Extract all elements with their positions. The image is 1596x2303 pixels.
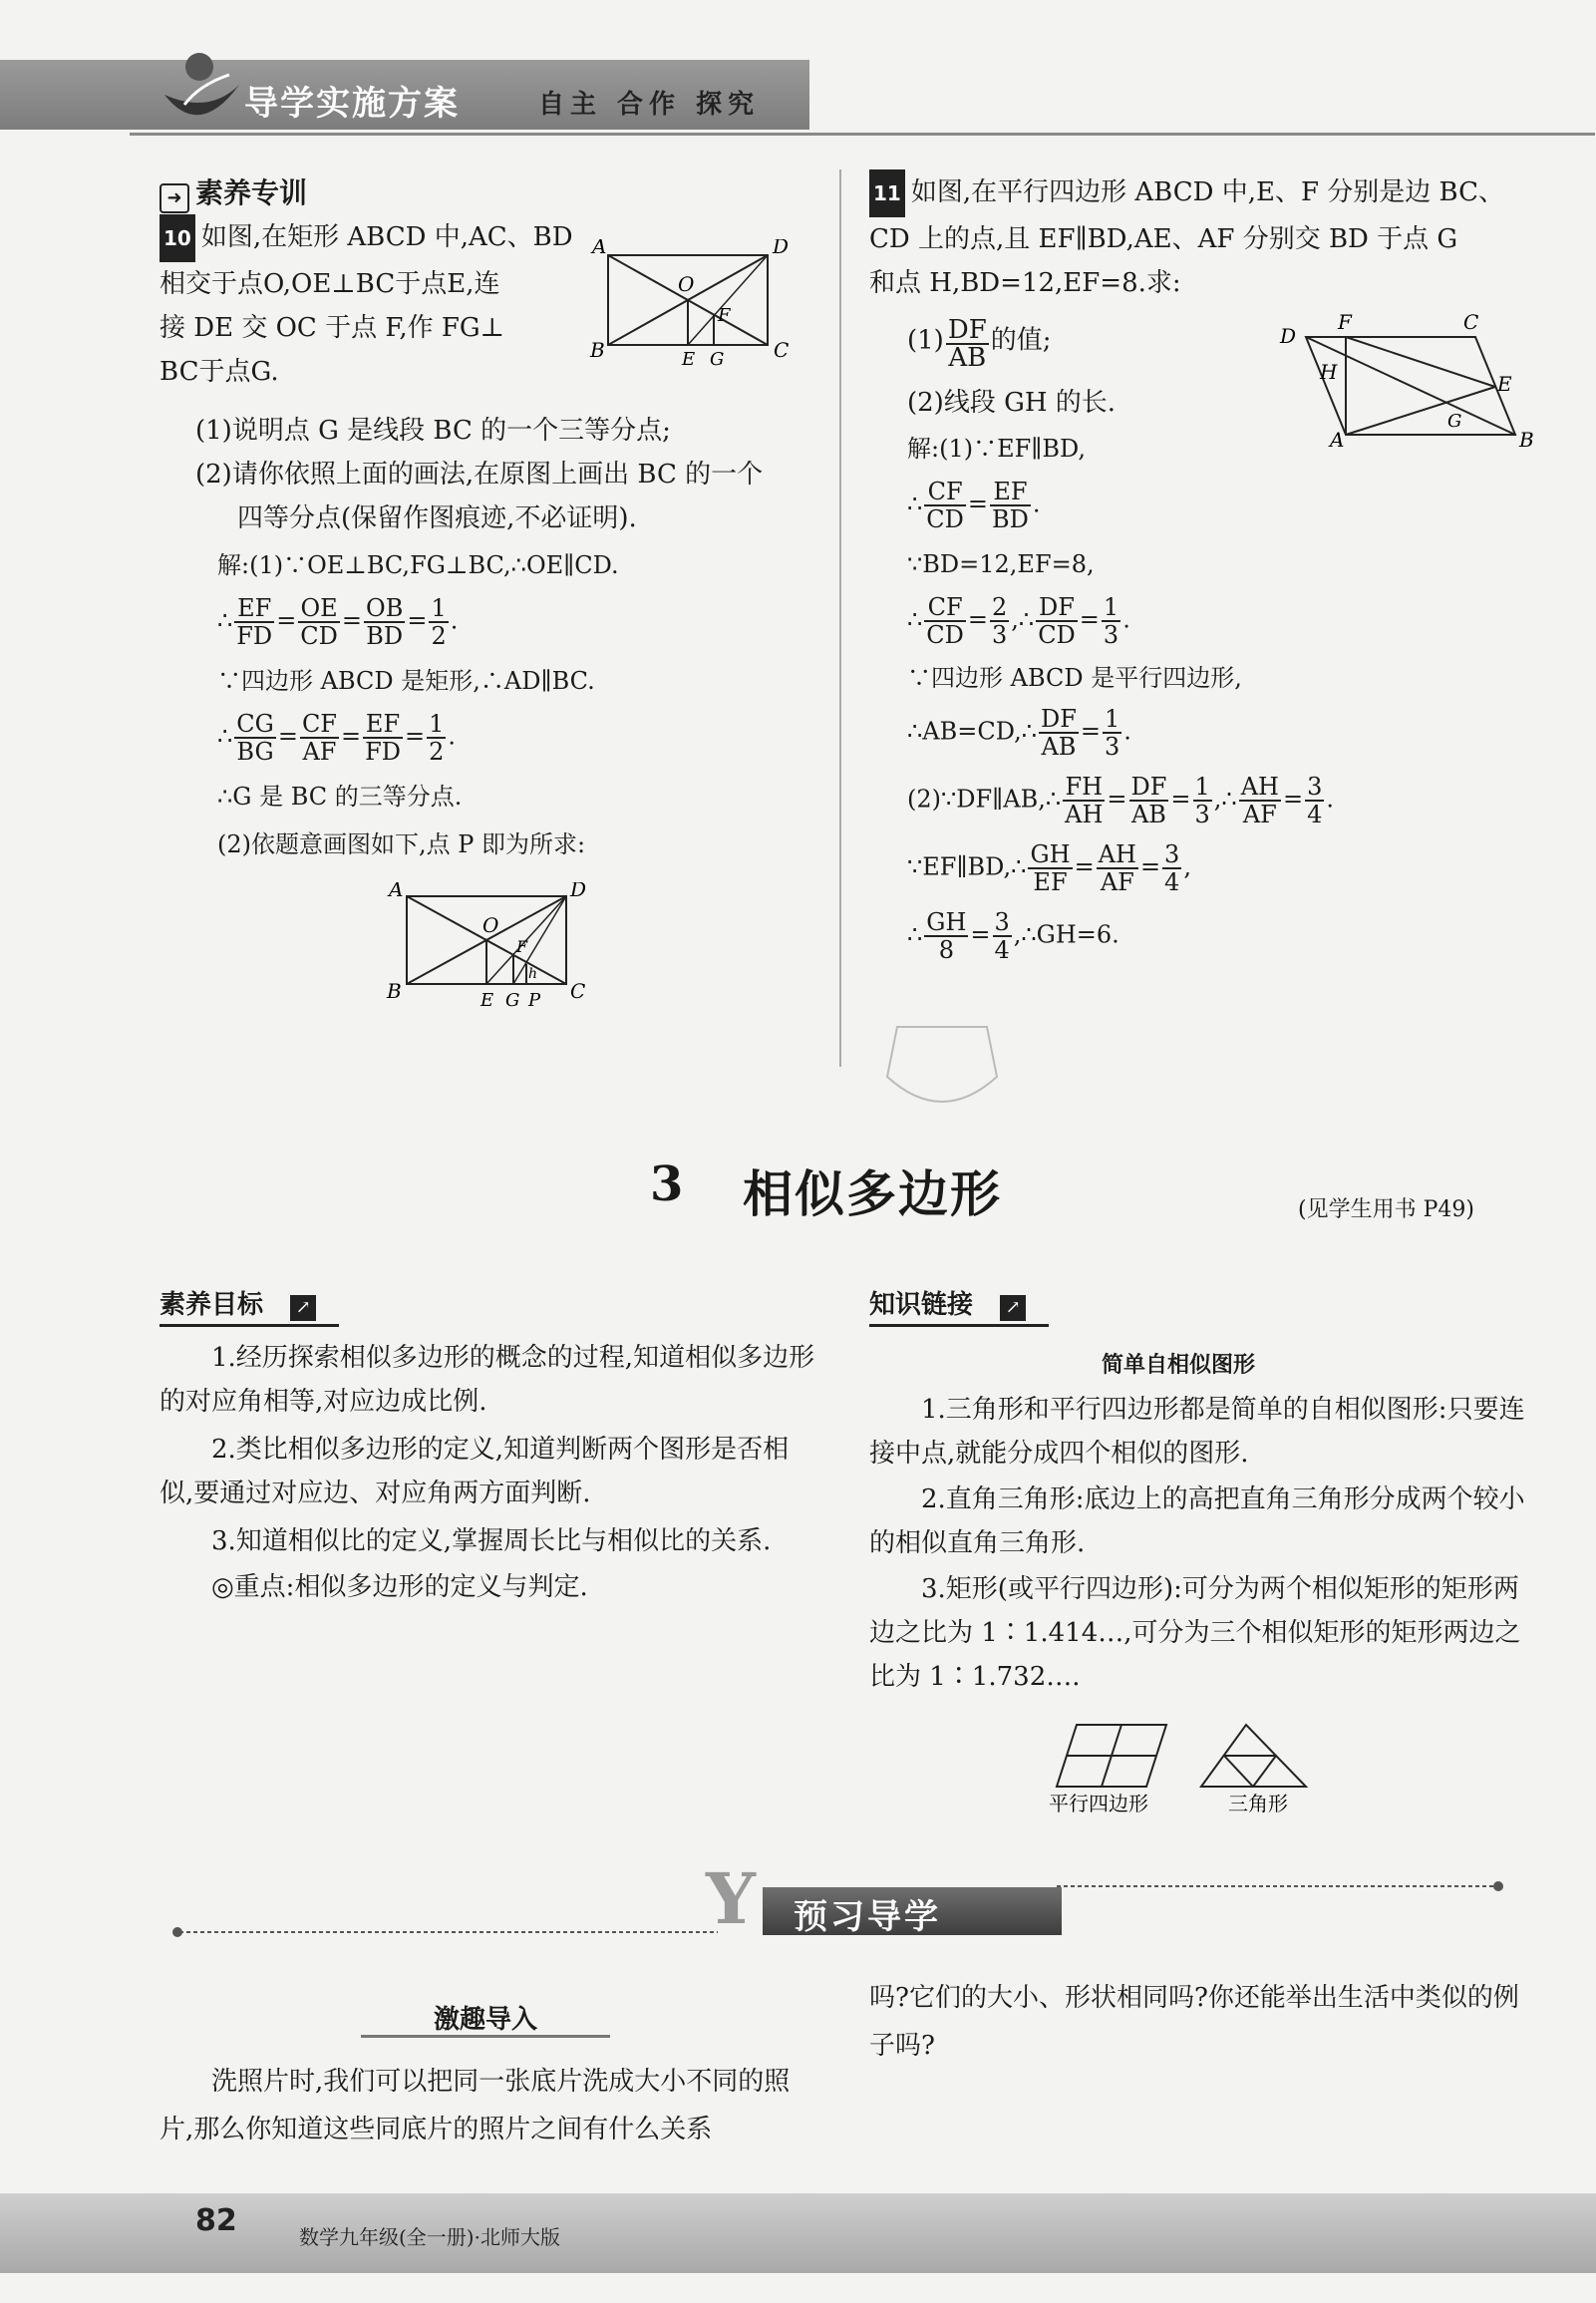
caption-triangle: 三角形 <box>1228 1792 1288 1814</box>
section-reference: (见学生用书 P49) <box>1298 1197 1474 1222</box>
banner-letter-icon: Y <box>706 1857 756 1940</box>
problem11-q2: (2)线段 GH 的长. <box>907 388 1117 418</box>
figure-rectangle-solution <box>379 882 598 1012</box>
problem10-solution: 解:(1)∵OE⊥BC,FG⊥BC,∴OE∥CD. ∴ $\frac{EF}{FD}$ = $\frac{OE}{CD}$ = $\frac{OB}{BD}$ = $\frac{1}{2}$ . ∵四边形 ABCD 是矩形,∴AD∥BC. ∴ $\frac{CG}{BG}$ = $\frac{CF}{AF}$ = $\frac{EF}{FD}$ = $\frac{1}{2}$ . ∴G 是 BC 的三等分点. (2)依题意画图如下,点 P 即为所求: <box>217 551 619 858</box>
figure-rectangle-abcd <box>586 239 796 369</box>
knowledge-item: 2.直角三角形:底边上的高把直角三角形分成两个较小的相似直角三角形. <box>869 1484 1525 1558</box>
knowledge-list <box>869 1388 1527 1699</box>
label-C: C <box>774 338 790 362</box>
label-E: E <box>480 990 494 1011</box>
logo-icon <box>160 45 249 135</box>
problem11-solution: 解:(1)∵EF∥BD, ∴ $\frac{CF}{CD}$ = $\frac{EF}{BD}$ . ∵BD=12,EF=8, ∴ $\frac{CF}{CD}$ = $\frac{2}{3}$ ,∴ $\frac{DF}{CD}$ = $\frac{1}{3}$ . ∵四边形 ABCD 是平行四边形, ∴AB=CD,∴ $\frac{DF}{AB}$ = $\frac{1}{3}$ . (2)∵DF∥AB,∴ $\frac{FH}{AH}$ = $\frac{DF}{AB}$ = $\frac{1}{3}$ ,∴ $\frac{AH}{AF}$ = $\frac{3}{4}$ . ∵EF∥BD,∴ $\frac{GH}{EF}$ = $\frac{AH}{AF}$ = $\frac{3}{4}$ , ∴ $\frac{GH}{8}$ = $\frac{3}{4}$ ,∴GH=6. <box>907 435 1334 964</box>
column-divider <box>839 169 841 1067</box>
intro-label: 激趣导入 <box>361 1999 610 2038</box>
goal-item: 2.类比相似多边形的定义,知道判断两个图形是否相似,要通过对应边、对应角两方面判断. <box>160 1435 790 1508</box>
problem-number: 10 <box>160 214 195 262</box>
label-F: F <box>718 305 731 326</box>
goal-item: 1.经历探索相似多边形的概念的过程,知道相似多边形的对应角相等,对应边成比例. <box>160 1343 815 1417</box>
label-P: P <box>528 990 541 1011</box>
label-D: D <box>570 882 587 901</box>
problem10-statement: 10 如图,在矩形 ABCD 中,AC、BD 相交于点O,OE⊥BC于点E,连 接 DE 交 OC 于点 F,作 FG⊥ BC于点G. <box>160 214 578 394</box>
label-A: A <box>1330 428 1345 449</box>
label-B: B <box>387 979 402 1003</box>
page-number: 82 <box>195 2203 237 2238</box>
stamp-watermark <box>877 1017 1007 1127</box>
label-F: F <box>1338 310 1352 334</box>
preview-banner-title: 预习导学 <box>794 1897 941 1937</box>
arrow-icon: ↗ <box>1000 1295 1026 1321</box>
arrow-icon: ➜ <box>160 183 189 213</box>
label-G: G <box>505 990 520 1011</box>
arrow-icon: ↗ <box>290 1295 316 1321</box>
label-G: G <box>710 349 725 369</box>
section-label-training: ➜ 素养专训 <box>160 171 307 213</box>
label-A: A <box>592 239 607 258</box>
header-tags: 自主 合作 探究 <box>538 90 761 120</box>
header-title: 导学实施方案 <box>244 84 460 124</box>
footer-band <box>0 2193 1596 2273</box>
label-C: C <box>1463 310 1479 334</box>
intro-text-right: 吗?它们的大小、形状相同吗?你还能举出生活中类似的例子吗? <box>869 1983 1519 2061</box>
label-E: E <box>1497 372 1512 396</box>
label-B: B <box>590 338 605 362</box>
label-h: h <box>528 966 538 982</box>
label-B: B <box>1519 428 1534 449</box>
caption-parallelogram: 平行四边形 <box>1049 1792 1148 1814</box>
knowledge-label-box: 知识链接 ↗ <box>869 1284 1049 1327</box>
problem11-q1: (1) $\frac{DF}{AB}$ 的值; <box>907 315 1052 373</box>
figure-self-similar <box>1047 1715 1346 1814</box>
knowledge-subtitle: 简单自相似图形 <box>1102 1353 1256 1378</box>
problem11-statement: 11 如图,在平行四边形 ABCD 中,E、F 分别是边 BC、 CD 上的点,且 EF∥BD,AE、AF 分别交 BD 于点 G 和点 H,BD=12,EF=8.求: <box>869 169 1567 305</box>
label-E: E <box>682 349 696 369</box>
label-H: H <box>1320 360 1338 384</box>
knowledge-item: 1.三角形和平行四边形都是简单的自相似图形:只要连接中点,就能分成四个相似的图形. <box>869 1395 1525 1469</box>
label-A: A <box>389 882 404 901</box>
label-D: D <box>1280 324 1297 348</box>
problem10-questions: (1)说明点 G 是线段 BC 的一个三等分点; (2)请你依照上面的画法,在原图上画出 BC 的一个 四等分点(保留作图痕迹,不必证明). <box>195 416 764 533</box>
goal-item: 3.知道相似比的定义,掌握周长比与相似比的关系. <box>211 1526 772 1556</box>
label-D: D <box>773 239 790 258</box>
label-O: O <box>678 272 695 296</box>
problem-number: 11 <box>869 169 905 217</box>
label-F: F <box>516 937 528 956</box>
goals-list <box>160 1336 817 1609</box>
knowledge-item: 3.矩形(或平行四边形):可分为两个相似矩形的矩形两边之比为 1∶1.414…,可分为三个相似矩形的矩形两边之比为 1∶1.732…. <box>869 1574 1521 1692</box>
goals-label-box: 素养目标 ↗ <box>160 1284 339 1327</box>
label-O: O <box>482 913 499 937</box>
label-C: C <box>570 979 586 1003</box>
intro-text-left: 洗照片时,我们可以把同一张底片洗成大小不同的照片,那么你知道这些同底片的照片之间有什么关系 <box>160 2067 791 2144</box>
footer-book-title: 数学九年级(全一册)·北师大版 <box>299 2225 560 2249</box>
key-point: ◎重点:相似多边形的定义与判定. <box>211 1572 588 1602</box>
header-rule <box>130 133 1595 136</box>
label-G: G <box>1447 411 1462 432</box>
section-title: 相似多边形 <box>743 1165 1002 1223</box>
section-number: 3 <box>650 1156 684 1212</box>
